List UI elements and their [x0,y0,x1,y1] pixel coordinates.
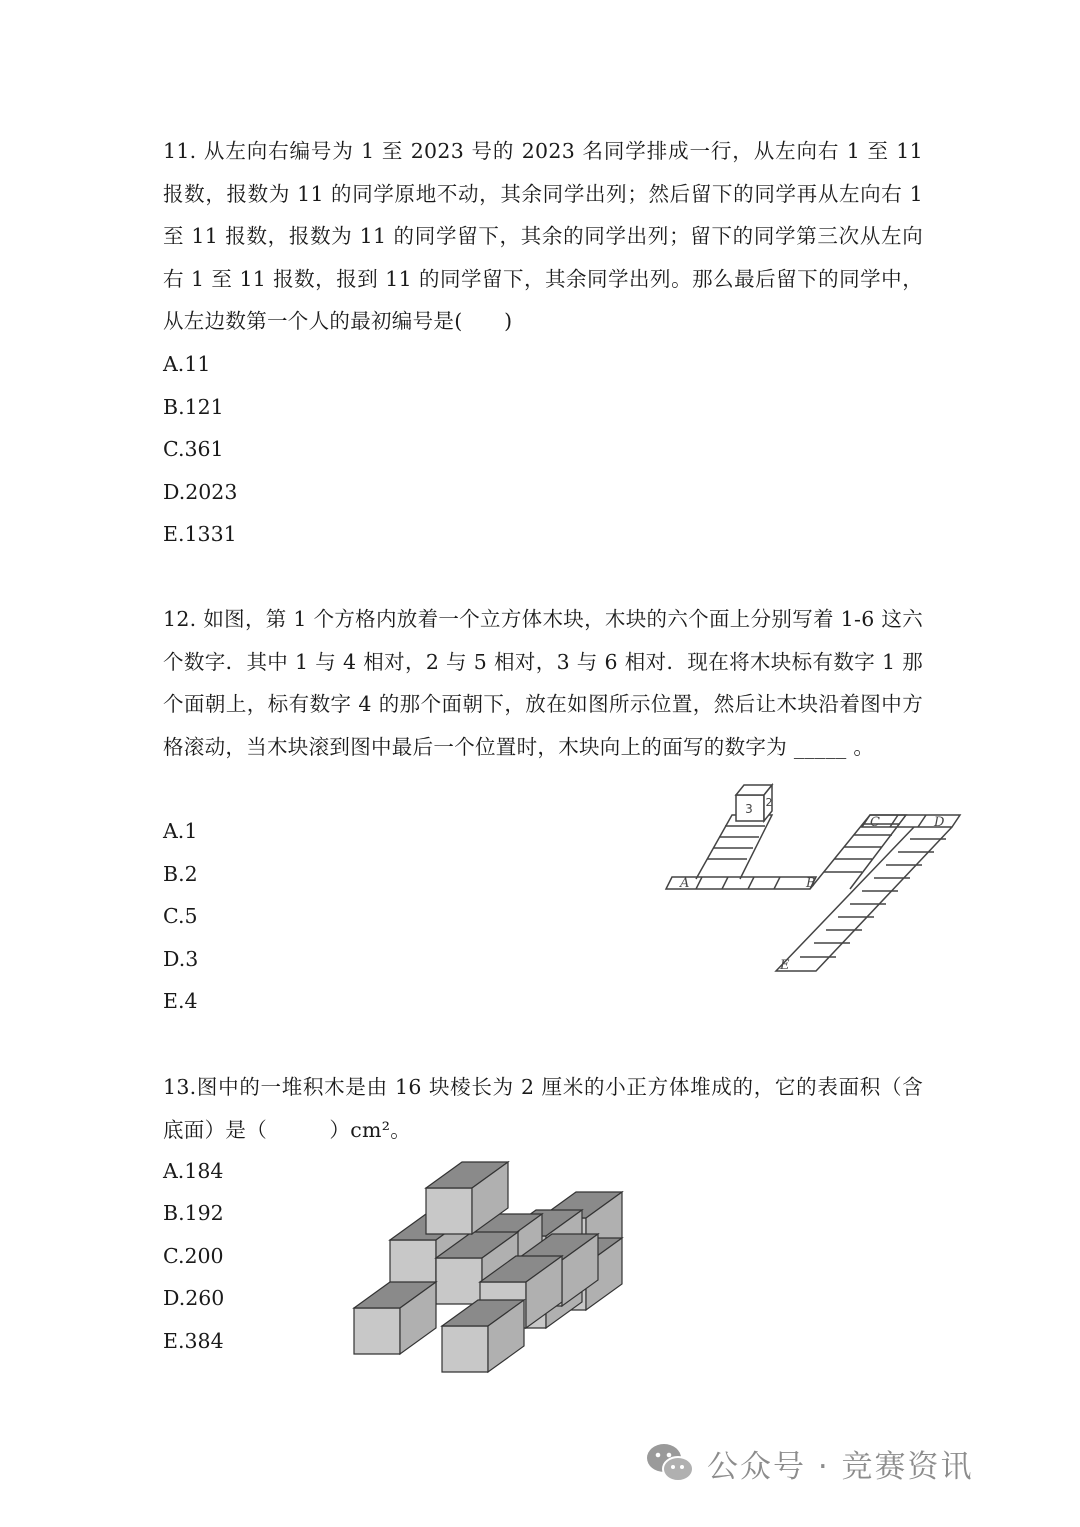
question-12-stem: 12. 如图，第 1 个方格内放着一个立方体木块，木块的六个面上分别写着 1-6 这六个数字．其中 1 与 4 相对，2 与 5 相对，3 与 6 相对．现在将木块标有数字 1 那个面朝上，标有数字 4 的那个面朝下，放在如图所示位置，然后让木块沿着图中方格滚动，当木块滚到图中最后一个位置时，木块向上的面写的数字为 _____ 。 [163,607,923,759]
question-11-stem: 11. 从左向右编号为 1 至 2023 号的 2023 名同学排成一行，从左向右 1 至 11 报数，报数为 11 的同学原地不动，其余同学出列；然后留下的同学再从左向右 1 至 11 报数，报数为 11 的同学留下，其余的同学出列；留下的同学第三次从左向右 1 至 11 报数，报到 11 的同学留下，其余同学出列。那么最后留下的同学中，从左边数第一个人的最初编号是( ) [163,139,923,333]
stacked-cubes-figure [340,1140,620,1390]
point-c-label: C [870,815,880,830]
question-11-option-e: E.1331 [163,522,237,546]
cube-9 [354,1282,436,1354]
question-13-option-e: E.384 [163,1329,224,1353]
point-d-label: D [934,815,945,830]
watermark [645,1438,974,1488]
question-13-stem: 13.图中的一堆积木是由 16 块棱长为 2 厘米的小正方体堆成的，它的表面积（含底面）是（ ）cm²。 [163,1075,923,1142]
cube-side-label: 2 [765,796,773,809]
question-11-option-d: D.2023 [163,480,238,504]
point-e-label: E [780,958,790,973]
question-12-option-e: E.4 [163,989,198,1013]
question-12-option-b: B.2 [163,862,198,886]
cube-12 [442,1300,524,1372]
question-13-option-b: B.192 [163,1201,224,1225]
question-13-option-a: A.184 [163,1159,224,1183]
rolling-path-figure [660,775,970,985]
cube-front-label: 3 [745,802,753,816]
question-12-option-a: A.1 [163,819,198,843]
question-11-option-b: B.121 [163,395,224,419]
question-11-option-c: C.361 [163,437,224,461]
watermark-text: 公众号 · 竞赛资讯 [707,1448,974,1485]
question-11-option-a: A.11 [163,352,211,376]
point-b-label: B [806,876,816,891]
question-13-option-d: D.260 [163,1286,225,1310]
question-12-option-c: C.5 [163,904,198,928]
wechat-icon [645,1441,695,1485]
question-13-option-c: C.200 [163,1244,224,1268]
question-12-option-d: D.3 [163,947,199,971]
point-a-label: A [680,876,690,891]
